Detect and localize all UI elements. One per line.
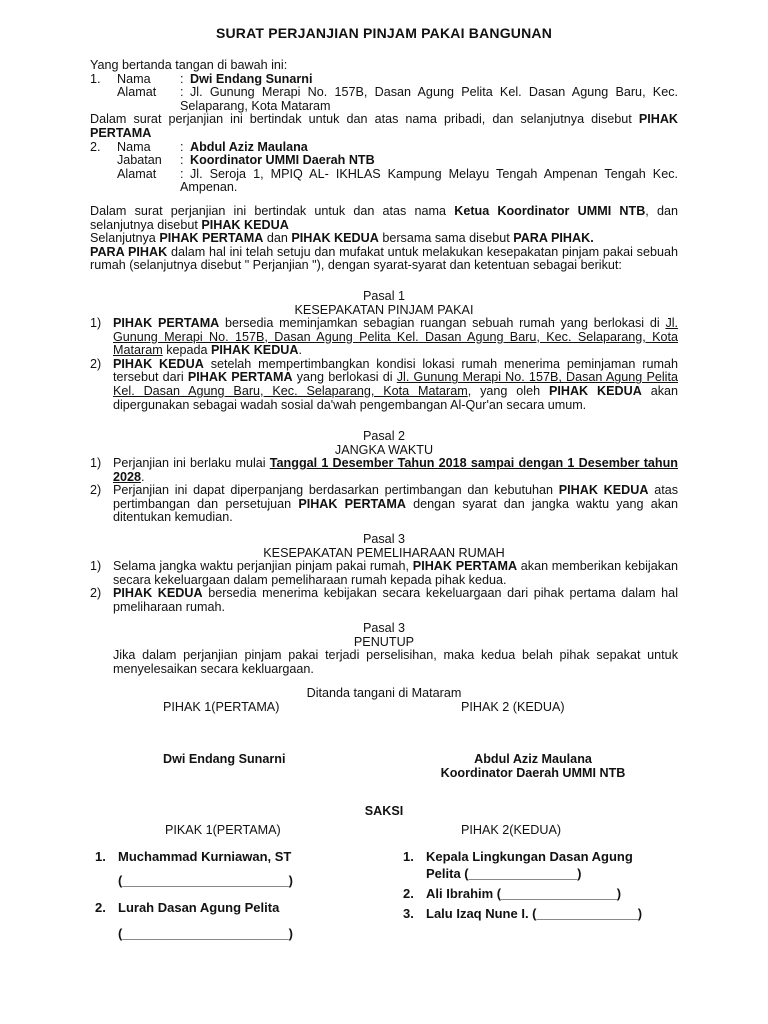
witness-left-1-name: Muchammad Kurniawan, ST bbox=[118, 849, 292, 864]
party1-address-row bbox=[90, 86, 678, 113]
list-number: 2) bbox=[90, 586, 102, 601]
pasal2-label: Pasal 2 bbox=[362, 429, 405, 443]
pasal2-item2-party: PIHAK KEDUA bbox=[558, 483, 649, 498]
pasal2-item2-party-b: PIHAK PERTAMA bbox=[298, 496, 406, 511]
para-pihak-bold: PARA PIHAK bbox=[90, 244, 168, 259]
witness-right-1-name-cont: Pelita (_______________) bbox=[426, 866, 582, 881]
witness-left-2-signature: (_______________________) bbox=[118, 926, 293, 941]
together-both: PARA PIHAK. bbox=[513, 231, 594, 246]
pasal1-item1-party: PIHAK PERTAMA bbox=[113, 316, 220, 330]
list-number: 2) bbox=[90, 483, 102, 498]
pasal3-list bbox=[90, 560, 678, 614]
pasal1-item1-text-b: kepada bbox=[166, 343, 208, 358]
together-line bbox=[90, 232, 678, 246]
list-number: 1) bbox=[90, 316, 102, 330]
pasal1-item2-text-d: akan dipergunakan sebagai wadah sosial da'wah pengembangan Al-Qur'an secara umum. bbox=[113, 383, 678, 412]
list-number: 1) bbox=[90, 559, 102, 573]
signing-party1-name: Dwi Endang Sunarni bbox=[163, 752, 286, 766]
together-p1: PIHAK PERTAMA bbox=[159, 231, 264, 246]
document-title: SURAT PERJANJIAN PINJAM PAKAI BANGUNAN bbox=[215, 25, 553, 41]
pasal1-item-2 bbox=[90, 358, 678, 412]
party2-name-label: Nama bbox=[117, 139, 151, 154]
pasal2-list bbox=[90, 457, 678, 525]
signing-party2-name: Abdul Aziz Maulana bbox=[474, 752, 592, 766]
intro-line: Yang bertanda tangan di bawah ini: bbox=[90, 58, 288, 72]
pasal2-item1-period: Tanggal 1 Desember Tahun 2018 sampai dengan 1 Desember tahun 2028 bbox=[113, 456, 678, 484]
list-number: 2) bbox=[90, 356, 102, 371]
witness-left-label: PIKAK 1(PERTAMA) bbox=[165, 823, 281, 837]
pasal3-item2-party: PIHAK KEDUA bbox=[113, 586, 203, 601]
pasal1-item-1 bbox=[90, 317, 678, 358]
together-mid: bersama sama disebut bbox=[382, 231, 510, 246]
penutup-section bbox=[90, 622, 678, 649]
witness-right-3-name: Lalu Izaq Nune I. (______________) bbox=[426, 906, 643, 921]
party1-colon: : bbox=[180, 71, 184, 86]
party2-position-row bbox=[90, 154, 678, 168]
pasal1-item2-text-c: , yang oleh bbox=[467, 383, 541, 398]
pasal1-item1-end: . bbox=[298, 343, 302, 358]
signing-place: Ditanda tangani di Mataram bbox=[306, 686, 462, 700]
pasal1-item2-party-b: PIHAK PERTAMA bbox=[187, 370, 293, 385]
party1-designation: PIHAK PERTAMA bbox=[90, 112, 679, 140]
pasal2-item-1 bbox=[90, 457, 678, 484]
pasal3-item1-text: Selama jangka waktu perjanjian pinjam pakai rumah, bbox=[113, 559, 410, 573]
pasal1-item1-text: bersedia meminjamkan sebagian ruangan sebuah rumah yang berlokasi di bbox=[225, 316, 660, 330]
pasal1-item2-party: PIHAK KEDUA bbox=[113, 356, 204, 371]
witness-left-1-number: 1. bbox=[95, 849, 106, 864]
witness-heading: SAKSI bbox=[364, 804, 404, 818]
party1-colon-2: : bbox=[180, 85, 184, 100]
party1-name-value: Dwi Endang Sunarni bbox=[190, 71, 313, 86]
party2-statement-text-2: , dan selanjutnya disebut bbox=[90, 203, 678, 232]
pasal3-label: Pasal 3 bbox=[362, 532, 405, 546]
pasal1-section bbox=[90, 290, 678, 317]
pasal3-heading: KESEPAKATAN PEMELIHARAAN RUMAH bbox=[263, 545, 505, 560]
pasal3-item2-text: bersedia menerima kebijakan secara kekeluargaan dari pihak pertama dalam hal pmeliharaan rumah. bbox=[113, 586, 678, 614]
witness-left-2-name: Lurah Dasan Agung Pelita bbox=[118, 900, 280, 915]
together-and: dan bbox=[266, 231, 288, 246]
signing-party1-label: PIHAK 1(PERTAMA) bbox=[163, 700, 280, 714]
party1-statement-text: Dalam surat perjanjian ini bertindak untuk dan atas nama pribadi, dan selanjutnya disebut bbox=[90, 112, 632, 127]
party1-number: 1. bbox=[90, 71, 101, 86]
party2-number: 2. bbox=[90, 139, 101, 154]
penutup-heading: PENUTUP bbox=[353, 634, 415, 649]
witness-right-3-number: 3. bbox=[403, 906, 414, 921]
together-prefix: Selanjutnya bbox=[90, 231, 156, 246]
party1-name-label: Nama bbox=[117, 71, 151, 86]
list-number: 1) bbox=[90, 456, 102, 470]
pasal2-item1-text: Perjanjian ini berlaku mulai bbox=[113, 456, 266, 470]
party2-position-value: Koordinator UMMI Daerah NTB bbox=[190, 153, 375, 168]
witness-right-2-number: 2. bbox=[403, 886, 414, 901]
pasal2-heading: JANGKA WAKTU bbox=[334, 442, 434, 457]
party2-address-label: Alamat bbox=[117, 166, 157, 181]
pasal3-item-2 bbox=[90, 587, 678, 614]
para-pihak-paragraph bbox=[90, 246, 678, 273]
party2-address-value: Jl. Seroja 1, MPIQ AL- IKHLAS Kampung Melayu Tengah Ampenan Tengah Kec. Ampenan. bbox=[180, 166, 678, 195]
witness-right-1-number: 1. bbox=[403, 849, 414, 864]
signing-party2-label: PIHAK 2 (KEDUA) bbox=[461, 700, 565, 714]
pasal3-section bbox=[90, 533, 678, 560]
pasal1-label: Pasal 1 bbox=[362, 289, 405, 303]
parties-section bbox=[90, 59, 678, 273]
party2-position-label: Jabatan bbox=[117, 153, 162, 168]
party1-statement bbox=[90, 113, 678, 140]
witness-right-2-name: Ali Ibrahim (________________) bbox=[426, 886, 622, 901]
pasal1-item2-party-c: PIHAK KEDUA bbox=[548, 383, 642, 398]
pasal3-item1-text-b: akan memberikan kebijakan secara kekeluargaan dalam pemeliharaan rumah kepada pihak kedua. bbox=[113, 559, 679, 587]
para-pihak-text: dalam hal ini telah setuju dan mufakat untuk melakukan kesepakatan pinjam pakai sebuah rumah (selanjutnya disebut " Perjanjian "), dengan syarat-syarat dan ketentuan sebagai berikut: bbox=[90, 244, 678, 273]
party1-name-row bbox=[90, 73, 678, 87]
pasal1-item1-address: Jl. Gunung Merapi No. 157B, Dasan Agung Pelita Kel. Dasan Agung Baru, Kec. Selaparang, Kota Mataram bbox=[113, 316, 679, 358]
pasal1-list bbox=[90, 317, 678, 412]
party2-colon: : bbox=[180, 139, 184, 154]
party2-address-row bbox=[90, 168, 678, 195]
witness-right-label: PIHAK 2(KEDUA) bbox=[461, 823, 562, 837]
pasal1-item2-address: Jl. Gunung Merapi No. 157B, Dasan Agung Pelita Kel. Dasan Agung Baru, Kec. Selaparang, Kota Mataram bbox=[113, 370, 678, 398]
signing-party2-title: Koordinator Daerah UMMI NTB bbox=[440, 766, 626, 780]
party2-colon-3: : bbox=[180, 166, 184, 181]
party1-address-value: Jl. Gunung Merapi No. 157B, Dasan Agung Pelita Kel. Dasan Agung Baru, Kec. Selaparang, Kota Mataram bbox=[180, 85, 678, 113]
pasal1-item1-party-b: PIHAK KEDUA bbox=[211, 343, 299, 358]
witness-right-1-name: Kepala Lingkungan Dasan Agung bbox=[426, 849, 633, 864]
penutup-label: Pasal 3 bbox=[362, 621, 405, 635]
party2-statement-text: Dalam surat perjanjian ini bertindak untuk dan atas nama bbox=[90, 203, 447, 218]
pasal2-item2-text-b: atas pertimbangan dan persetujuan bbox=[113, 483, 679, 511]
witness-left-2-number: 2. bbox=[95, 900, 106, 915]
pasal2-item-2 bbox=[90, 484, 678, 525]
pasal2-item2-text-c: dengan syarat dan jangka waktu yang akan ditentukan kemudian. bbox=[113, 496, 679, 525]
party2-name-value: Abdul Aziz Maulana bbox=[190, 139, 308, 154]
party2-statement bbox=[90, 205, 678, 232]
party2-name-row bbox=[90, 141, 678, 155]
party2-role: Ketua Koordinator UMMI NTB bbox=[454, 203, 646, 218]
pasal2-item2-text: Perjanjian ini dapat diperpanjang berdasarkan pertimbangan dan kebutuhan bbox=[113, 483, 553, 498]
pasal3-item-1 bbox=[90, 560, 678, 587]
pasal2-item1-end: . bbox=[141, 469, 145, 484]
party2-colon-2: : bbox=[180, 153, 184, 168]
pasal1-heading: KESEPAKATAN PINJAM PAKAI bbox=[294, 302, 474, 317]
pasal1-item2-text: setelah mempertimbangkan kondisi lokasi rumah menerima peminjaman rumah tersebut dari bbox=[113, 356, 678, 385]
party1-address-label: Alamat bbox=[117, 85, 157, 100]
penutup-text: Jika dalam perjanjian pinjam pakai terjadi perselisihan, maka kedua belah pihak sepakat untuk menyelesaikan secara kekluargaan. bbox=[113, 648, 678, 676]
pasal1-item2-text-b: yang berlokasi di bbox=[296, 370, 393, 385]
witness-left-1-signature: (_______________________) bbox=[118, 873, 293, 888]
pasal2-section bbox=[90, 430, 678, 457]
party2-designation: PIHAK KEDUA bbox=[201, 217, 289, 232]
pasal3-item1-party: PIHAK PERTAMA bbox=[412, 559, 518, 573]
together-p2: PIHAK KEDUA bbox=[291, 231, 379, 246]
